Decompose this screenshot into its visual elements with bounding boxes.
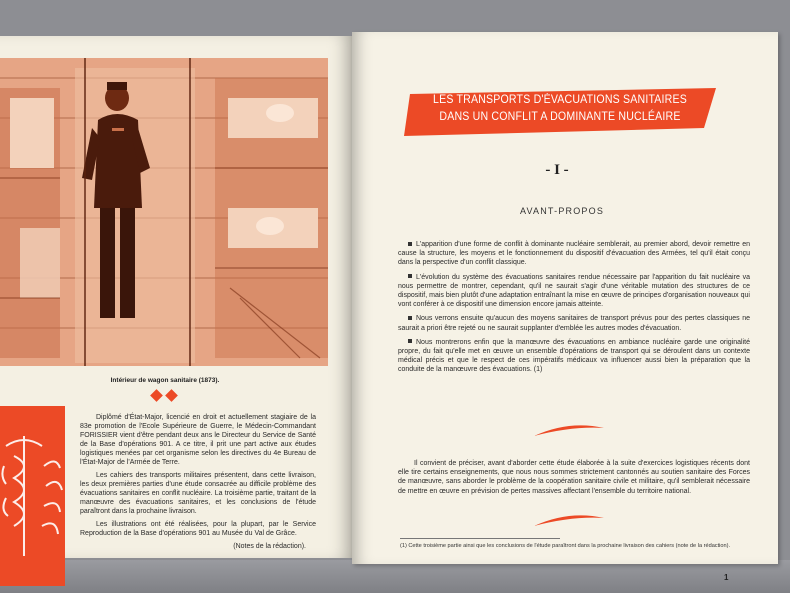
- footnote: (1) Cette troisième partie ainsi que les conclusions de l'étude paraîtront dans la prochaine livraison des cahiers (note de la rédaction).: [400, 543, 731, 549]
- article-title: [426, 92, 695, 126]
- closing-paragraph: Il convient de préciser, avant d'aborder cette étude élaborée à la suite d'exercices logistiques récents dont elle tire certains enseignements, que nous nous sommes strictement cantonnés au soutien sanitaire des Forces de manœuvre, sans aborder le problème de la coopération sanitaire civile et militaire, qu'il semblerait nécessaire de mettre en œuvre en prévision de pertes massives affectant l'ensemble du territoire national.: [398, 460, 750, 495]
- engraving-illustration: [0, 58, 328, 366]
- note-signature: (Notes de la rédaction).: [233, 543, 306, 550]
- bullet-paragraph: [398, 273, 750, 310]
- diamond-ornament-icon: [150, 389, 163, 402]
- diamond-ornament-icon: [165, 389, 178, 402]
- square-bullet-icon: [408, 316, 412, 320]
- square-bullet-icon: [408, 242, 412, 246]
- page-number: 1: [724, 573, 729, 582]
- title-banner: [404, 88, 716, 136]
- left-page: [0, 36, 352, 558]
- note-paragraph: Diplômé d'État-Major, licencié en droit et actuellement stagiaire de la 83e promotion de l'Ecole Supérieure de Guerre, le Médecin-Commandant FORISSIER vient d'être pendant deux ans le Directeur du Service de Santé de la Base d'opérations 901. A ce titre, il prit une part active aux études logistiques menées par cet organisme selon les directives du 4e Bureau de l'État-Major de l'Armée de Terre.: [80, 414, 316, 466]
- footnote-divider: [400, 538, 560, 539]
- editorial-note: [80, 413, 316, 555]
- article-title-line: LES TRANSPORTS D'ÉVACUATIONS SANITAIRES: [433, 94, 687, 106]
- note-paragraph: Les illustrations ont été réalisées, pour la plupart, par le Service Reproduction de la Base d'opérations 901 au Musée du Val de Grâce.: [80, 521, 316, 537]
- article-title-line: DANS UN CONFLIT A DOMINANTE NUCLÉAIRE: [439, 111, 681, 123]
- ornament-diamonds: [134, 391, 194, 405]
- caduceus-wreath-icon: [0, 406, 65, 586]
- paragraph-text: Nous verrons ensuite qu'aucun des moyens sanitaires de transport prévus pour des pertes classiques ne saurait a priori être rejeté ou ne saurait supplanter d'emblée les autres modes d'évacuation.: [398, 315, 750, 332]
- section-heading: AVANT-PROPOS: [519, 206, 605, 216]
- wagon-interior-illustration: [0, 58, 328, 366]
- square-bullet-icon: [408, 274, 412, 278]
- paragraph-text: L'évolution du système des évacuations sanitaires rendue nécessaire par l'apparition du fait nucléaire va nous permettre de montrer, cependant, qu'il ne saurait s'agir d'une véritable mutation des structures de ce dispositif, mais bien plutôt d'une adaptation entraînant la mise en œuvre de principes d'organisation nouveaux qui vont conférer à ce dispositif une dimension encore jamais atteinte.: [398, 273, 750, 309]
- square-bullet-icon: [408, 339, 412, 343]
- desk-surface: [0, 560, 790, 593]
- foreword-body: [398, 240, 750, 380]
- right-page: [352, 32, 778, 582]
- bullet-paragraph: [398, 338, 750, 375]
- paragraph-text: L'apparition d'une forme de conflit à dominante nucléaire semblerait, au premier abord, devoir remettre en cause la structure, les moyens et le fonctionnement du dispositif d'évacuation des Armées, tel qu'il était conçu dans la perspective d'un conflit classique.: [398, 241, 750, 267]
- engraving-caption: Intérieur de wagon sanitaire (1873).: [110, 377, 220, 384]
- bullet-paragraph: [398, 240, 750, 268]
- section-number: - I -: [545, 162, 569, 178]
- closing-paragraph-block: [398, 459, 750, 496]
- paragraph-text: Nous montrerons enfin que la manœuvre des évacuations en ambiance nucléaire garde une originalité propre, du fait qu'elle met en œuvre un ensemble d'opérations de transport qui se déroulent dans un contexte médical précis et que le respect de ces impératifs médicaux va influencer aussi bien la préparation que la conduite de la manœuvre des évacuations. (1): [398, 338, 750, 374]
- bullet-paragraph: [398, 314, 750, 332]
- red-swoosh-ornament: [534, 514, 604, 528]
- note-paragraph: Les cahiers des transports militaires présentent, dans cette livraison, les deux premières parties d'une étude consacrée au difficile problème des évacuations sanitaires en conflit nucléaire. La troisième partie, traitant de la manœuvre des évacuations sanitaires, et les conclusions de l'étude paraîtront dans la prochaine livraison.: [80, 472, 316, 515]
- medical-emblem-panel: [0, 406, 65, 586]
- red-swoosh-ornament: [534, 424, 604, 438]
